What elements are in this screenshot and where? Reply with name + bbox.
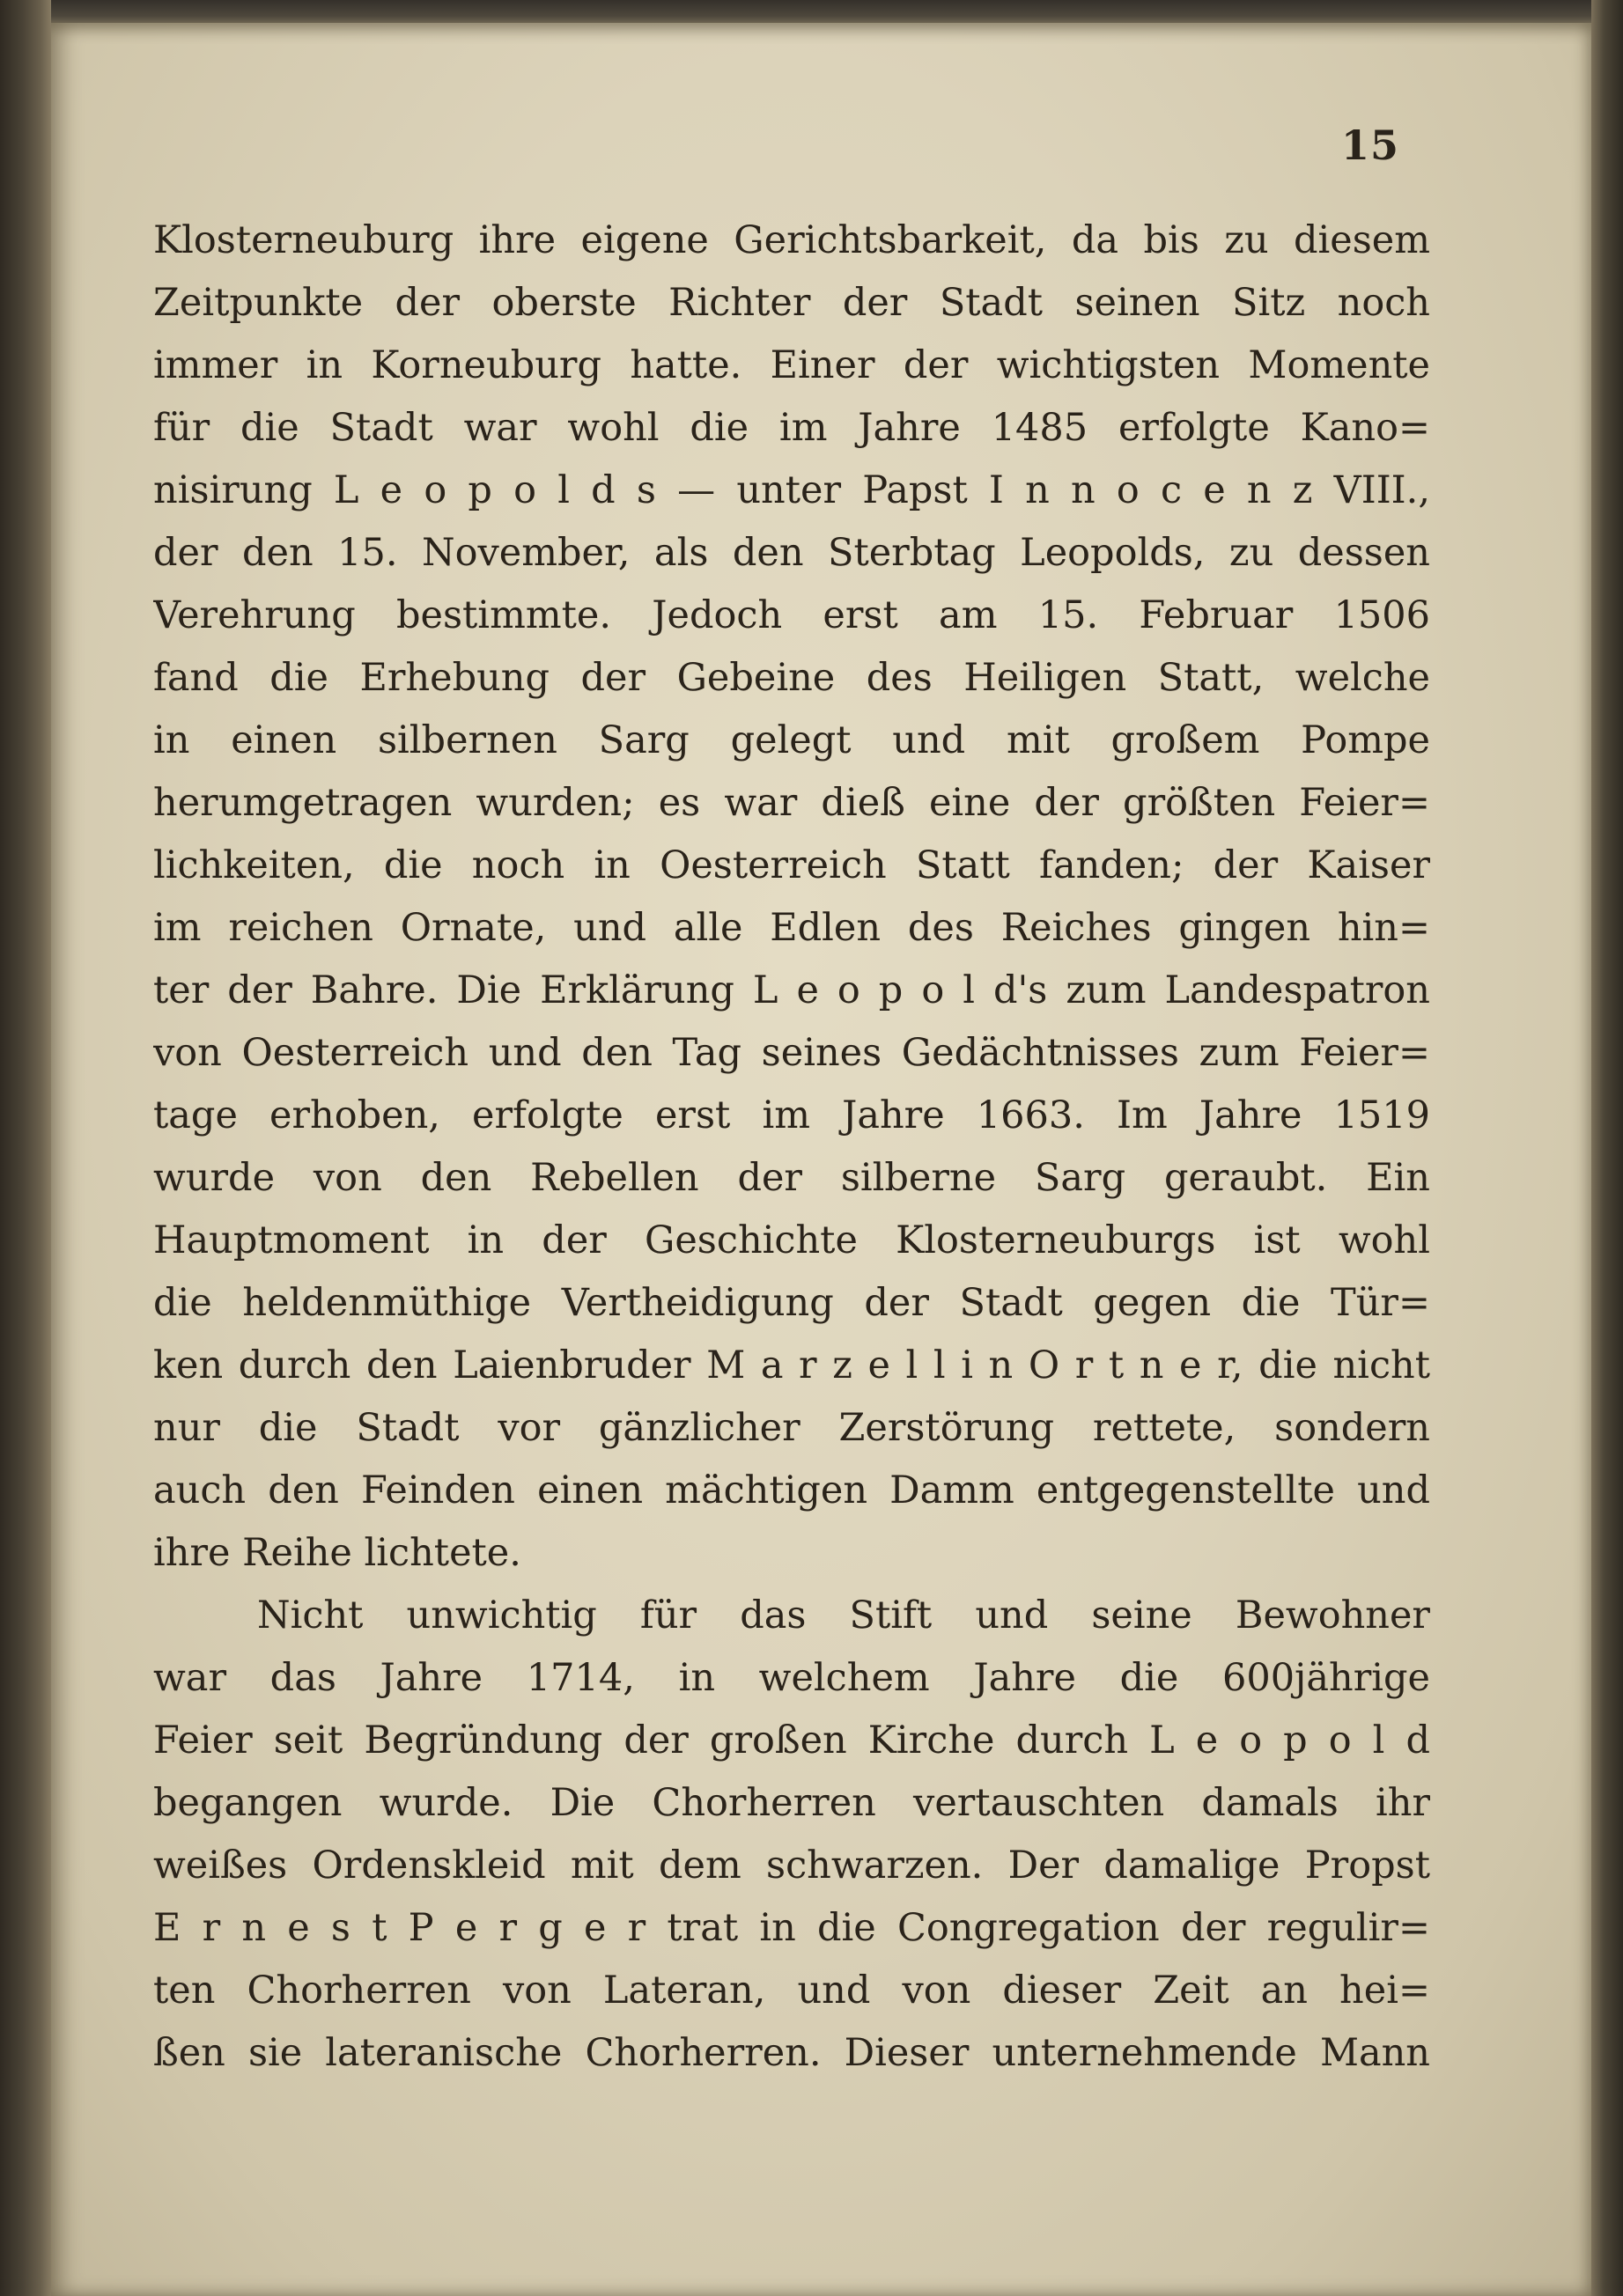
book-binding-top (0, 0, 1623, 23)
text-line: tage erhoben, erfolgte erst im Jahre 1663. Im Jahre 1519 (153, 1093, 1430, 1137)
text-line: auch den Feinden einen mächtigen Damm entgegenstellte und (153, 1468, 1430, 1512)
text-line: Klosterneuburg ihre eigene Gerichtsbarkeit, da bis zu diesem (153, 218, 1430, 262)
text-line: E r n e s t P e r g e r trat in die Congregation der regulir= (153, 1906, 1430, 1950)
text-line: ihre Reihe lichtete. (153, 1531, 521, 1575)
text-line: weißes Ordenskleid mit dem schwarzen. Der damalige Propst (153, 1843, 1430, 1888)
text-line: von Oesterreich und den Tag seines Gedächtnisses zum Feier= (153, 1031, 1430, 1075)
text-line: lichkeiten, die noch in Oesterreich Statt fanden; der Kaiser (153, 843, 1430, 887)
body-text (153, 210, 1430, 2085)
text-line: für die Stadt war wohl die im Jahre 1485 erfolgte Kano= (153, 406, 1430, 450)
text-line: fand die Erhebung der Gebeine des Heiligen Statt, welche (153, 656, 1430, 700)
text-line: ßen sie lateranische Chorherren. Dieser unternehmende Mann (153, 2031, 1430, 2075)
text-line: Zeitpunkte der oberste Richter der Stadt seinen Sitz noch (153, 281, 1430, 325)
text-line: Verehrung bestimmte. Jedoch erst am 15. Februar 1506 (153, 593, 1430, 637)
text-line: begangen wurde. Die Chorherren vertauschten damals ihr (153, 1781, 1430, 1825)
text-line: nur die Stadt vor gänzlicher Zerstörung rettete, sondern (153, 1406, 1430, 1450)
text-line: Nicht unwichtig für das Stift und seine Bewohner (257, 1593, 1430, 1637)
text-line: die heldenmüthige Vertheidigung der Stadt gegen die Tür= (153, 1281, 1430, 1325)
text-line: immer in Korneuburg hatte. Einer der wichtigsten Momente (153, 343, 1430, 387)
page-number: 15 (1341, 121, 1400, 169)
text-line: in einen silbernen Sarg gelegt und mit großem Pompe (153, 718, 1430, 762)
text-line: nisirung L e o p o l d s — unter Papst I n n o c e n z VIII., (153, 468, 1430, 512)
text-line: ten Chorherren von Lateran, und von dieser Zeit an hei= (153, 1969, 1430, 2013)
book-page (51, 23, 1591, 2296)
text-line: im reichen Ornate, und alle Edlen des Reiches gingen hin= (153, 906, 1430, 950)
text-line: ken durch den Laienbruder M a r z e l l i n O r t n e r, die nicht (153, 1343, 1430, 1387)
book-binding-left (0, 0, 51, 2296)
text-line: herumgetragen wurden; es war dieß eine der größten Feier= (153, 781, 1430, 825)
text-line: wurde von den Rebellen der silberne Sarg geraubt. Ein (153, 1156, 1430, 1200)
book-binding-right (1591, 0, 1623, 2296)
text-line: ter der Bahre. Die Erklärung L e o p o l d's zum Landespatron (153, 968, 1430, 1012)
text-line: war das Jahre 1714, in welchem Jahre die 600jährige (153, 1656, 1430, 1700)
text-line: Feier seit Begründung der großen Kirche durch L e o p o l d (153, 1718, 1430, 1762)
text-line: der den 15. November, als den Sterbtag Leopolds, zu dessen (153, 531, 1430, 575)
text-line: Hauptmoment in der Geschichte Klosterneuburgs ist wohl (153, 1218, 1430, 1262)
